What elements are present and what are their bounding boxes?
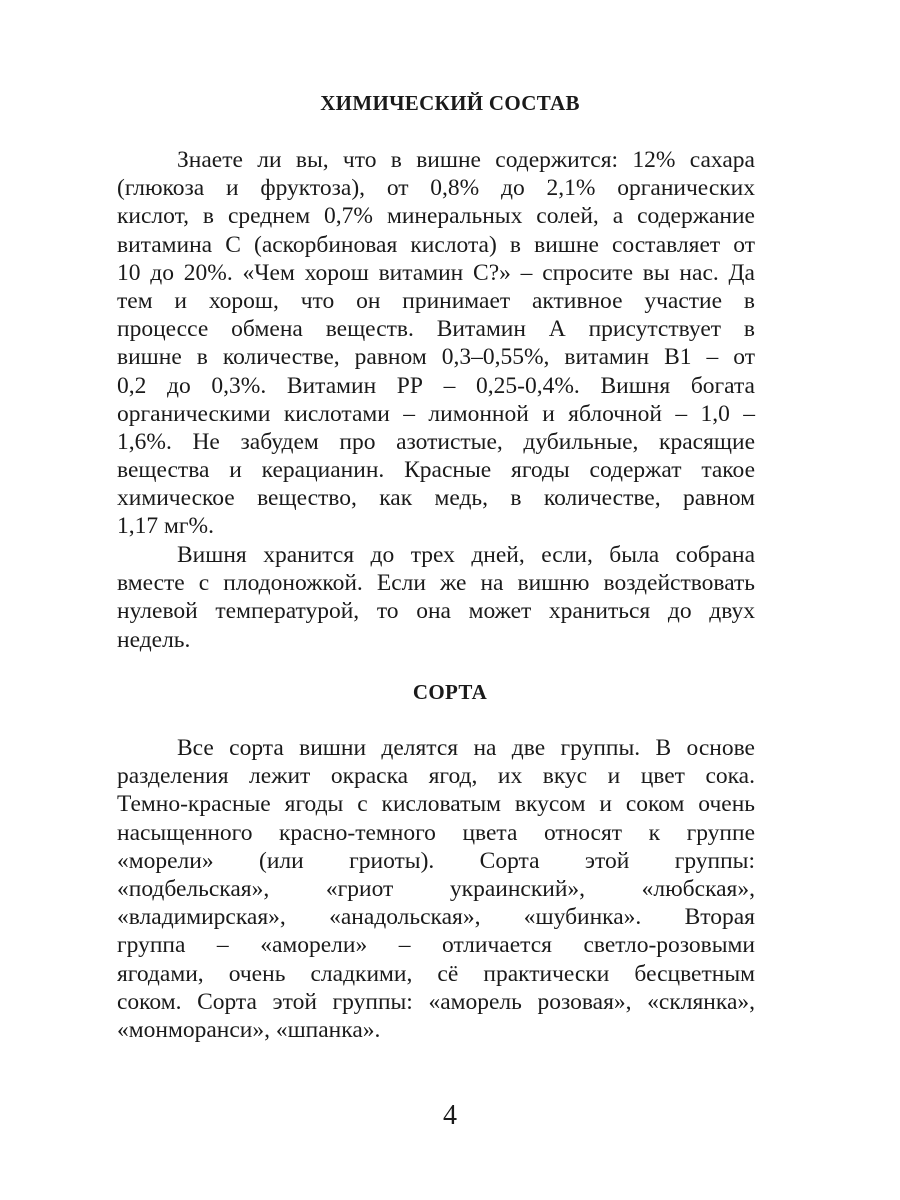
text-line: «морели» (или гриоты). Сорта этой группы: <box>117 847 755 874</box>
text-line: 10 до 20%. «Чем хорош витамин С?» – спросите вы нас. Да <box>117 259 755 286</box>
text-line: кислот, в среднем 0,7% минеральных солей, а содержание <box>117 203 755 230</box>
text-line: «монморанси», «шпанка». <box>117 1016 381 1043</box>
section-title-chemical-composition: ХИМИЧЕСКИЙ СОСТАВ <box>320 91 580 115</box>
paragraph <box>117 146 755 541</box>
text-line: нулевой температурой, то она может храниться до двух <box>117 598 755 625</box>
text-line: «подбельская», «гриот украинский», «любская», <box>117 875 755 902</box>
text-line: 1,17 мг%. <box>117 513 214 540</box>
text-line: процессе обмена веществ. Витамин А присутствует в <box>117 316 755 343</box>
text-line: группа – «аморели» – отличается светло-розовыми <box>117 932 755 959</box>
text-line: разделения лежит окраска ягод, их вкус и цвет сока. <box>117 763 755 790</box>
page-number: 4 <box>443 1100 457 1131</box>
text-line: 0,2 до 0,3%. Витамин РР – 0,25-0,4%. Вишня богата <box>117 372 755 399</box>
text-line: вместе с плодоножкой. Если же на вишню воздействовать <box>117 570 755 597</box>
text-line: Все сорта вишни делятся на две группы. В основе <box>177 735 755 761</box>
text-line: недель. <box>117 626 191 653</box>
text-line: химическое вещество, как медь, в количестве, равном <box>117 485 755 512</box>
text-line: витамина С (аскорбиновая кислота) в вишне составляет от <box>117 231 755 258</box>
text-line: насыщенного красно-темного цвета относят к группе <box>117 819 755 846</box>
text-line: Знаете ли вы, что в вишне содержится: 12% сахара <box>177 147 755 173</box>
text-line: вещества и керацианин. Красные ягоды содержат такое <box>117 457 755 484</box>
text-line: Темно-красные ягоды с кисловатым вкусом и соком очень <box>117 791 755 818</box>
text-line: Вишня хранится до трех дней, если, была собрана <box>177 542 755 568</box>
paragraph <box>117 541 755 654</box>
text-line: (глюкоза и фруктоза), от 0,8% до 2,1% органических <box>117 175 755 202</box>
text-line: тем и хорош, что он принимает активное участие в <box>117 287 755 314</box>
text-line: органическими кислотами – лимонной и яблочной – 1,0 – <box>117 400 755 427</box>
text-line: «владимирская», «анадольская», «шубинка». Вторая <box>117 904 755 931</box>
text-line: вишне в количестве, равном 0,3–0,55%, витамин В1 – от <box>117 344 755 371</box>
text-line: 1,6%. Не забудем про азотистые, дубильные, красящие <box>117 428 755 455</box>
section-title-varieties: СОРТА <box>412 680 488 704</box>
text-line: соком. Сорта этой группы: «аморель розовая», «склянка», <box>117 988 755 1015</box>
paragraph <box>117 734 755 1044</box>
text-line: ягодами, очень сладкими, сё практически бесцветным <box>117 960 755 987</box>
